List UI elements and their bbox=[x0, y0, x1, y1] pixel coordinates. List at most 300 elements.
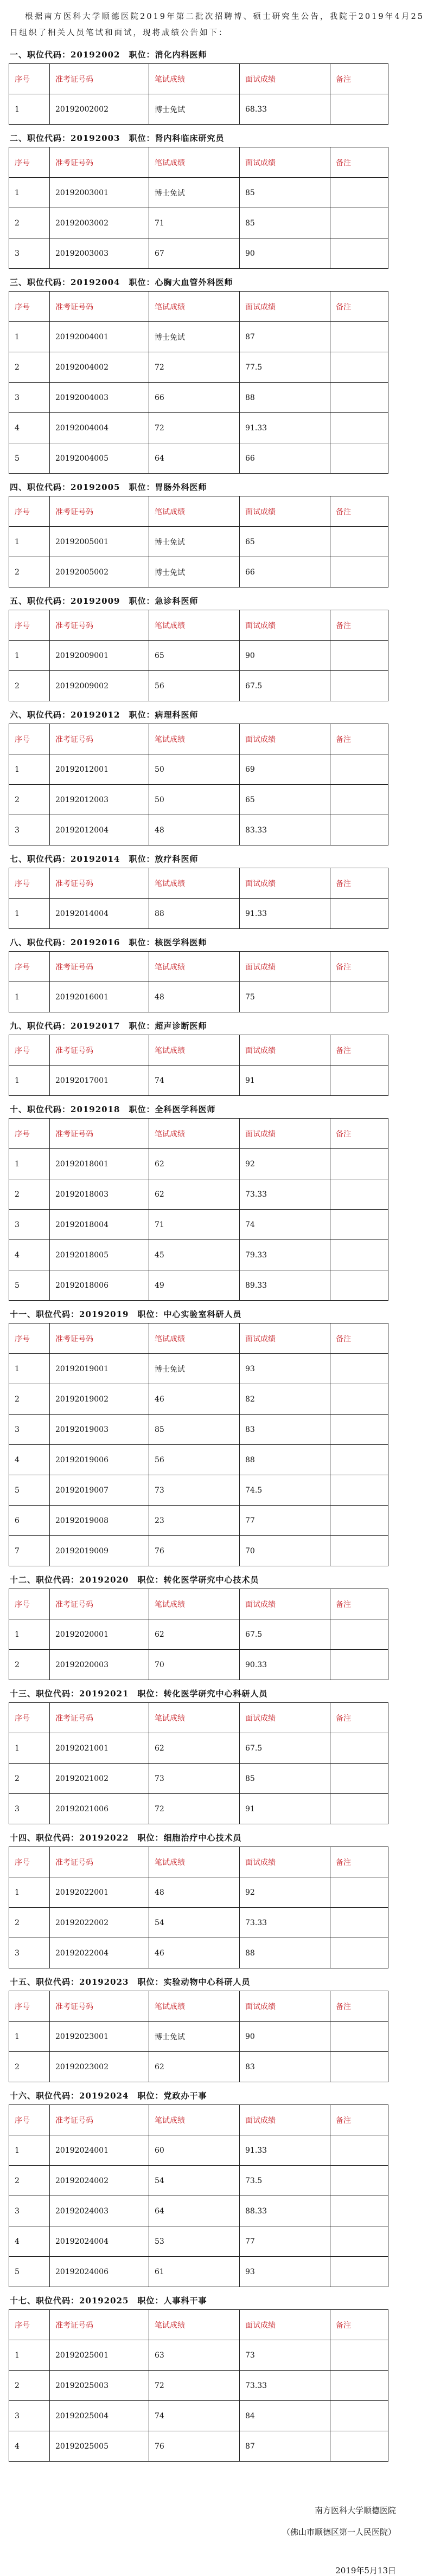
score-table bbox=[9, 1118, 388, 1301]
table-cell: 90 bbox=[240, 238, 330, 269]
table-cell: 20192004003 bbox=[50, 383, 149, 413]
column-header: 面试成绩 bbox=[240, 610, 330, 641]
table-cell bbox=[330, 1619, 388, 1650]
table-cell: 20192004002 bbox=[50, 352, 149, 383]
table-cell: 66 bbox=[240, 443, 330, 474]
table-cell: 20192018004 bbox=[50, 1210, 149, 1240]
table-cell: 20192020003 bbox=[50, 1650, 149, 1680]
table-cell bbox=[330, 2226, 388, 2257]
column-header: 序号 bbox=[9, 2310, 50, 2340]
table-cell: 48 bbox=[149, 815, 240, 845]
table-cell: 89.33 bbox=[240, 1270, 330, 1301]
table-cell: 65 bbox=[149, 641, 240, 671]
table-row bbox=[9, 1908, 388, 1938]
score-table bbox=[9, 1035, 388, 1096]
table-cell: 73.5 bbox=[240, 2166, 330, 2196]
column-header: 备注 bbox=[330, 724, 388, 754]
column-header: 准考证号码 bbox=[50, 952, 149, 982]
table-cell: 20192025001 bbox=[50, 2340, 149, 2371]
table-row bbox=[9, 899, 388, 929]
table-cell bbox=[330, 413, 388, 443]
table-cell: 66 bbox=[240, 557, 330, 587]
table-cell: 20192024002 bbox=[50, 2166, 149, 2196]
table-cell: 77.5 bbox=[240, 352, 330, 383]
column-header: 准考证号码 bbox=[50, 2105, 149, 2135]
column-header: 准考证号码 bbox=[50, 724, 149, 754]
column-header: 序号 bbox=[9, 1323, 50, 1354]
table-row bbox=[9, 1733, 388, 1764]
column-header: 序号 bbox=[9, 1703, 50, 1733]
table-cell: 85 bbox=[240, 178, 330, 208]
score-section bbox=[0, 1680, 434, 1824]
section-heading: 十七、职位代码：20192025 职位：人事科干事 bbox=[10, 2296, 207, 2306]
column-header: 序号 bbox=[9, 724, 50, 754]
table-cell: 1 bbox=[9, 322, 50, 352]
table-cell: 1 bbox=[9, 2022, 50, 2052]
table-cell: 博士免试 bbox=[149, 1354, 240, 1384]
table-cell: 48 bbox=[149, 1877, 240, 1908]
column-header: 笔试成绩 bbox=[149, 2105, 240, 2135]
table-cell bbox=[330, 557, 388, 587]
table-header-row bbox=[9, 1323, 388, 1354]
table-cell: 73 bbox=[149, 1764, 240, 1794]
table-header-row bbox=[9, 724, 388, 754]
table-cell: 3 bbox=[9, 1415, 50, 1445]
table-cell bbox=[330, 1475, 388, 1506]
table-cell: 76 bbox=[149, 1536, 240, 1566]
table-cell: 93 bbox=[240, 2257, 330, 2287]
score-section bbox=[0, 2082, 434, 2287]
column-header: 备注 bbox=[330, 2310, 388, 2340]
table-row bbox=[9, 208, 388, 238]
score-table bbox=[9, 951, 388, 1012]
table-row bbox=[9, 2431, 388, 2462]
table-cell: 20192024006 bbox=[50, 2257, 149, 2287]
table-cell: 3 bbox=[9, 2196, 50, 2226]
column-header: 序号 bbox=[9, 952, 50, 982]
table-row bbox=[9, 1536, 388, 1566]
section-heading: 十二、职位代码：20192020 职位：转化医学研究中心技术员 bbox=[10, 1575, 259, 1585]
table-cell: 2 bbox=[9, 1908, 50, 1938]
table-cell: 1 bbox=[9, 178, 50, 208]
table-cell bbox=[330, 754, 388, 785]
column-header: 面试成绩 bbox=[240, 496, 330, 527]
score-section bbox=[0, 587, 434, 701]
table-row bbox=[9, 1506, 388, 1536]
table-header-row bbox=[9, 2105, 388, 2135]
score-section bbox=[0, 1096, 434, 1301]
table-row bbox=[9, 1794, 388, 1824]
table-cell bbox=[330, 2022, 388, 2052]
score-table bbox=[9, 1589, 388, 1680]
table-cell: 85 bbox=[240, 1764, 330, 1794]
table-cell bbox=[330, 641, 388, 671]
column-header: 准考证号码 bbox=[50, 292, 149, 322]
column-header: 备注 bbox=[330, 292, 388, 322]
table-cell: 1 bbox=[9, 1066, 50, 1096]
table-cell: 91.33 bbox=[240, 2135, 330, 2166]
table-cell: 61 bbox=[149, 2257, 240, 2287]
table-cell: 博士免试 bbox=[149, 178, 240, 208]
table-cell: 3 bbox=[9, 383, 50, 413]
score-section bbox=[0, 929, 434, 1012]
table-cell: 1 bbox=[9, 94, 50, 125]
table-cell: 2 bbox=[9, 2166, 50, 2196]
table-cell: 73 bbox=[240, 2340, 330, 2371]
column-header: 笔试成绩 bbox=[149, 147, 240, 178]
column-header: 准考证号码 bbox=[50, 496, 149, 527]
table-cell: 1 bbox=[9, 982, 50, 1012]
table-cell: 20192003002 bbox=[50, 208, 149, 238]
table-cell: 6 bbox=[9, 1506, 50, 1536]
table-cell: 88 bbox=[240, 1445, 330, 1475]
table-cell bbox=[330, 1179, 388, 1210]
column-header: 面试成绩 bbox=[240, 1119, 330, 1149]
table-cell: 20192018001 bbox=[50, 1149, 149, 1179]
table-cell bbox=[330, 352, 388, 383]
table-cell: 90 bbox=[240, 2022, 330, 2052]
table-cell bbox=[330, 899, 388, 929]
table-row bbox=[9, 785, 388, 815]
section-heading: 四、职位代码：20192005 职位：胃肠外科医师 bbox=[10, 482, 207, 492]
column-header: 准考证号码 bbox=[50, 1323, 149, 1354]
section-heading: 五、职位代码：20192009 职位：急诊科医师 bbox=[10, 596, 199, 606]
table-cell: 62 bbox=[149, 1179, 240, 1210]
table-cell: 2 bbox=[9, 1384, 50, 1415]
table-cell: 20192019007 bbox=[50, 1475, 149, 1506]
table-cell bbox=[330, 1908, 388, 1938]
table-cell: 76 bbox=[149, 2431, 240, 2462]
table-cell: 65 bbox=[240, 785, 330, 815]
table-cell: 93 bbox=[240, 1354, 330, 1384]
column-header: 准考证号码 bbox=[50, 610, 149, 641]
table-cell: 20192004005 bbox=[50, 443, 149, 474]
score-table bbox=[9, 63, 388, 125]
table-cell bbox=[330, 322, 388, 352]
table-cell: 2 bbox=[9, 2371, 50, 2401]
column-header: 笔试成绩 bbox=[149, 610, 240, 641]
section-heading: 七、职位代码：20192014 职位：放疗科医师 bbox=[10, 854, 199, 864]
table-row bbox=[9, 2135, 388, 2166]
table-header-row bbox=[9, 610, 388, 641]
table-header-row bbox=[9, 1119, 388, 1149]
column-header: 笔试成绩 bbox=[149, 1119, 240, 1149]
section-heading: 八、职位代码：20192016 职位：核医学科医师 bbox=[10, 938, 207, 947]
table-cell: 2 bbox=[9, 557, 50, 587]
table-cell: 4 bbox=[9, 2226, 50, 2257]
table-cell: 1 bbox=[9, 1619, 50, 1650]
score-table bbox=[9, 724, 388, 845]
column-header: 笔试成绩 bbox=[149, 868, 240, 899]
table-cell: 博士免试 bbox=[149, 2022, 240, 2052]
table-row bbox=[9, 2401, 388, 2431]
score-table bbox=[9, 1323, 388, 1566]
table-cell: 60 bbox=[149, 2135, 240, 2166]
column-header: 备注 bbox=[330, 952, 388, 982]
score-section bbox=[0, 269, 434, 474]
score-table bbox=[9, 496, 388, 587]
table-cell: 79.33 bbox=[240, 1240, 330, 1270]
table-cell bbox=[330, 2052, 388, 2082]
table-row bbox=[9, 1066, 388, 1096]
table-row bbox=[9, 2340, 388, 2371]
table-cell: 2 bbox=[9, 1764, 50, 1794]
table-cell: 73.33 bbox=[240, 1908, 330, 1938]
table-cell: 2 bbox=[9, 2052, 50, 2082]
score-section bbox=[0, 701, 434, 845]
column-header: 面试成绩 bbox=[240, 2310, 330, 2340]
column-header: 准考证号码 bbox=[50, 1035, 149, 1066]
table-row bbox=[9, 982, 388, 1012]
table-cell: 70 bbox=[149, 1650, 240, 1680]
column-header: 面试成绩 bbox=[240, 1589, 330, 1619]
table-cell: 69 bbox=[240, 754, 330, 785]
table-cell: 1 bbox=[9, 527, 50, 557]
column-header: 面试成绩 bbox=[240, 1847, 330, 1877]
table-cell bbox=[330, 1210, 388, 1240]
table-cell: 20192021002 bbox=[50, 1764, 149, 1794]
column-header: 准考证号码 bbox=[50, 1703, 149, 1733]
table-cell: 72 bbox=[149, 413, 240, 443]
column-header: 备注 bbox=[330, 610, 388, 641]
table-cell: 92 bbox=[240, 1877, 330, 1908]
column-header: 序号 bbox=[9, 868, 50, 899]
score-table bbox=[9, 1702, 388, 1824]
table-cell: 3 bbox=[9, 1794, 50, 1824]
table-row bbox=[9, 1475, 388, 1506]
table-cell bbox=[330, 208, 388, 238]
table-cell: 20192012004 bbox=[50, 815, 149, 845]
score-table bbox=[9, 1991, 388, 2082]
table-cell: 1 bbox=[9, 899, 50, 929]
table-cell: 91 bbox=[240, 1066, 330, 1096]
score-section bbox=[0, 1968, 434, 2082]
table-cell: 45 bbox=[149, 1240, 240, 1270]
column-header: 序号 bbox=[9, 147, 50, 178]
column-header: 准考证号码 bbox=[50, 64, 149, 94]
table-cell: 67.5 bbox=[240, 1733, 330, 1764]
table-cell bbox=[330, 785, 388, 815]
score-section bbox=[0, 125, 434, 269]
table-cell bbox=[330, 178, 388, 208]
table-cell: 20192018003 bbox=[50, 1179, 149, 1210]
table-cell: 1 bbox=[9, 1877, 50, 1908]
table-cell: 50 bbox=[149, 754, 240, 785]
table-cell: 20192012001 bbox=[50, 754, 149, 785]
score-section bbox=[0, 1824, 434, 1968]
table-cell: 20192019006 bbox=[50, 1445, 149, 1475]
table-header-row bbox=[9, 1589, 388, 1619]
column-header: 序号 bbox=[9, 610, 50, 641]
signature-block bbox=[0, 2500, 434, 2543]
table-cell: 70 bbox=[240, 1536, 330, 1566]
intro-text: 根据南方医科大学顺德医院2019年第二批次招聘博、硕士研究生公告，我院于2019年4月25日组织了相关人员笔试和面试，现将成绩公告如下： bbox=[10, 12, 424, 37]
table-cell: 20192005002 bbox=[50, 557, 149, 587]
table-cell bbox=[330, 238, 388, 269]
table-cell bbox=[330, 815, 388, 845]
column-header: 笔试成绩 bbox=[149, 292, 240, 322]
table-cell bbox=[330, 2431, 388, 2462]
table-row bbox=[9, 2196, 388, 2226]
column-header: 面试成绩 bbox=[240, 2105, 330, 2135]
table-cell: 68.33 bbox=[240, 94, 330, 125]
table-header-row bbox=[9, 64, 388, 94]
column-header: 准考证号码 bbox=[50, 2310, 149, 2340]
table-cell: 20192003003 bbox=[50, 238, 149, 269]
table-cell bbox=[330, 1650, 388, 1680]
table-cell: 88.33 bbox=[240, 2196, 330, 2226]
table-cell: 75 bbox=[240, 982, 330, 1012]
column-header: 面试成绩 bbox=[240, 1703, 330, 1733]
table-cell: 64 bbox=[149, 2196, 240, 2226]
column-header: 笔试成绩 bbox=[149, 64, 240, 94]
column-header: 面试成绩 bbox=[240, 147, 330, 178]
table-cell: 53 bbox=[149, 2226, 240, 2257]
table-cell: 1 bbox=[9, 754, 50, 785]
table-cell bbox=[330, 2135, 388, 2166]
column-header: 笔试成绩 bbox=[149, 2310, 240, 2340]
table-row bbox=[9, 671, 388, 701]
table-cell: 20192020001 bbox=[50, 1619, 149, 1650]
table-cell: 91.33 bbox=[240, 413, 330, 443]
table-cell: 1 bbox=[9, 1733, 50, 1764]
table-cell bbox=[330, 2196, 388, 2226]
table-cell bbox=[330, 671, 388, 701]
column-header: 笔试成绩 bbox=[149, 496, 240, 527]
section-heading: 一、职位代码：20192002 职位：消化内科医师 bbox=[10, 50, 207, 60]
table-cell: 20192002002 bbox=[50, 94, 149, 125]
column-header: 序号 bbox=[9, 64, 50, 94]
column-header: 笔试成绩 bbox=[149, 1703, 240, 1733]
table-cell: 20192021006 bbox=[50, 1794, 149, 1824]
table-cell: 2 bbox=[9, 1179, 50, 1210]
table-header-row bbox=[9, 952, 388, 982]
table-cell: 74 bbox=[149, 2401, 240, 2431]
table-row bbox=[9, 383, 388, 413]
table-cell: 46 bbox=[149, 1384, 240, 1415]
table-cell: 71 bbox=[149, 1210, 240, 1240]
table-row bbox=[9, 1240, 388, 1270]
table-cell bbox=[330, 1149, 388, 1179]
table-cell: 62 bbox=[149, 1149, 240, 1179]
table-cell: 92 bbox=[240, 1149, 330, 1179]
section-heading: 十、职位代码：20192018 职位：全科医学科医师 bbox=[10, 1105, 216, 1114]
column-header: 序号 bbox=[9, 2105, 50, 2135]
table-cell: 74 bbox=[149, 1066, 240, 1096]
table-cell bbox=[330, 2257, 388, 2287]
table-cell bbox=[330, 1733, 388, 1764]
section-heading: 九、职位代码：20192017 职位：超声诊断医师 bbox=[10, 1021, 207, 1031]
column-header: 备注 bbox=[330, 2105, 388, 2135]
column-header: 备注 bbox=[330, 1703, 388, 1733]
table-cell: 4 bbox=[9, 1240, 50, 1270]
score-section bbox=[0, 845, 434, 929]
table-row bbox=[9, 94, 388, 125]
table-cell: 20192019009 bbox=[50, 1536, 149, 1566]
table-cell: 3 bbox=[9, 1938, 50, 1968]
column-header: 备注 bbox=[330, 147, 388, 178]
column-header: 面试成绩 bbox=[240, 1991, 330, 2022]
table-cell: 49 bbox=[149, 1270, 240, 1301]
table-cell: 90 bbox=[240, 641, 330, 671]
table-row bbox=[9, 1938, 388, 1968]
table-row bbox=[9, 1445, 388, 1475]
table-cell: 23 bbox=[149, 1506, 240, 1536]
table-cell: 77 bbox=[240, 2226, 330, 2257]
table-cell: 1 bbox=[9, 641, 50, 671]
column-header: 准考证号码 bbox=[50, 147, 149, 178]
table-cell: 20192022002 bbox=[50, 1908, 149, 1938]
table-cell: 87 bbox=[240, 322, 330, 352]
table-cell: 2 bbox=[9, 208, 50, 238]
table-cell: 91 bbox=[240, 1794, 330, 1824]
table-cell: 64 bbox=[149, 443, 240, 474]
table-cell bbox=[330, 982, 388, 1012]
table-row bbox=[9, 641, 388, 671]
table-row bbox=[9, 2371, 388, 2401]
table-row bbox=[9, 754, 388, 785]
column-header: 面试成绩 bbox=[240, 64, 330, 94]
table-cell: 71 bbox=[149, 208, 240, 238]
section-heading: 六、职位代码：20192012 职位：病理科医师 bbox=[10, 710, 199, 720]
table-cell bbox=[330, 1877, 388, 1908]
table-row bbox=[9, 413, 388, 443]
table-cell bbox=[330, 2371, 388, 2401]
score-table bbox=[9, 2309, 388, 2462]
table-cell: 77 bbox=[240, 1506, 330, 1536]
table-row bbox=[9, 1179, 388, 1210]
score-table bbox=[9, 610, 388, 701]
table-cell: 4 bbox=[9, 413, 50, 443]
table-cell: 90.33 bbox=[240, 1650, 330, 1680]
table-cell: 20192009002 bbox=[50, 671, 149, 701]
column-header: 准考证号码 bbox=[50, 868, 149, 899]
table-header-row bbox=[9, 147, 388, 178]
column-header: 准考证号码 bbox=[50, 1119, 149, 1149]
table-cell bbox=[330, 1354, 388, 1384]
table-cell: 20192017001 bbox=[50, 1066, 149, 1096]
column-header: 序号 bbox=[9, 1119, 50, 1149]
table-cell: 72 bbox=[149, 352, 240, 383]
table-cell: 50 bbox=[149, 785, 240, 815]
table-row bbox=[9, 238, 388, 269]
table-row bbox=[9, 2226, 388, 2257]
table-cell: 2 bbox=[9, 785, 50, 815]
score-section bbox=[0, 2287, 434, 2462]
column-header: 面试成绩 bbox=[240, 1035, 330, 1066]
table-row bbox=[9, 1210, 388, 1240]
table-cell bbox=[330, 383, 388, 413]
column-header: 备注 bbox=[330, 1035, 388, 1066]
column-header: 序号 bbox=[9, 1847, 50, 1877]
table-cell bbox=[330, 527, 388, 557]
column-header: 序号 bbox=[9, 292, 50, 322]
table-cell: 46 bbox=[149, 1938, 240, 1968]
table-header-row bbox=[9, 1991, 388, 2022]
table-cell: 博士免试 bbox=[149, 557, 240, 587]
table-cell: 20192012003 bbox=[50, 785, 149, 815]
table-cell: 72 bbox=[149, 1794, 240, 1824]
table-row bbox=[9, 815, 388, 845]
table-cell: 20192025005 bbox=[50, 2431, 149, 2462]
table-cell: 82 bbox=[240, 1384, 330, 1415]
table-cell: 74 bbox=[240, 1210, 330, 1240]
table-cell bbox=[330, 1506, 388, 1536]
table-cell bbox=[330, 1445, 388, 1475]
column-header: 笔试成绩 bbox=[149, 1991, 240, 2022]
table-cell: 20192019001 bbox=[50, 1354, 149, 1384]
signature-date: 2019年5月13日 bbox=[335, 2566, 396, 2575]
